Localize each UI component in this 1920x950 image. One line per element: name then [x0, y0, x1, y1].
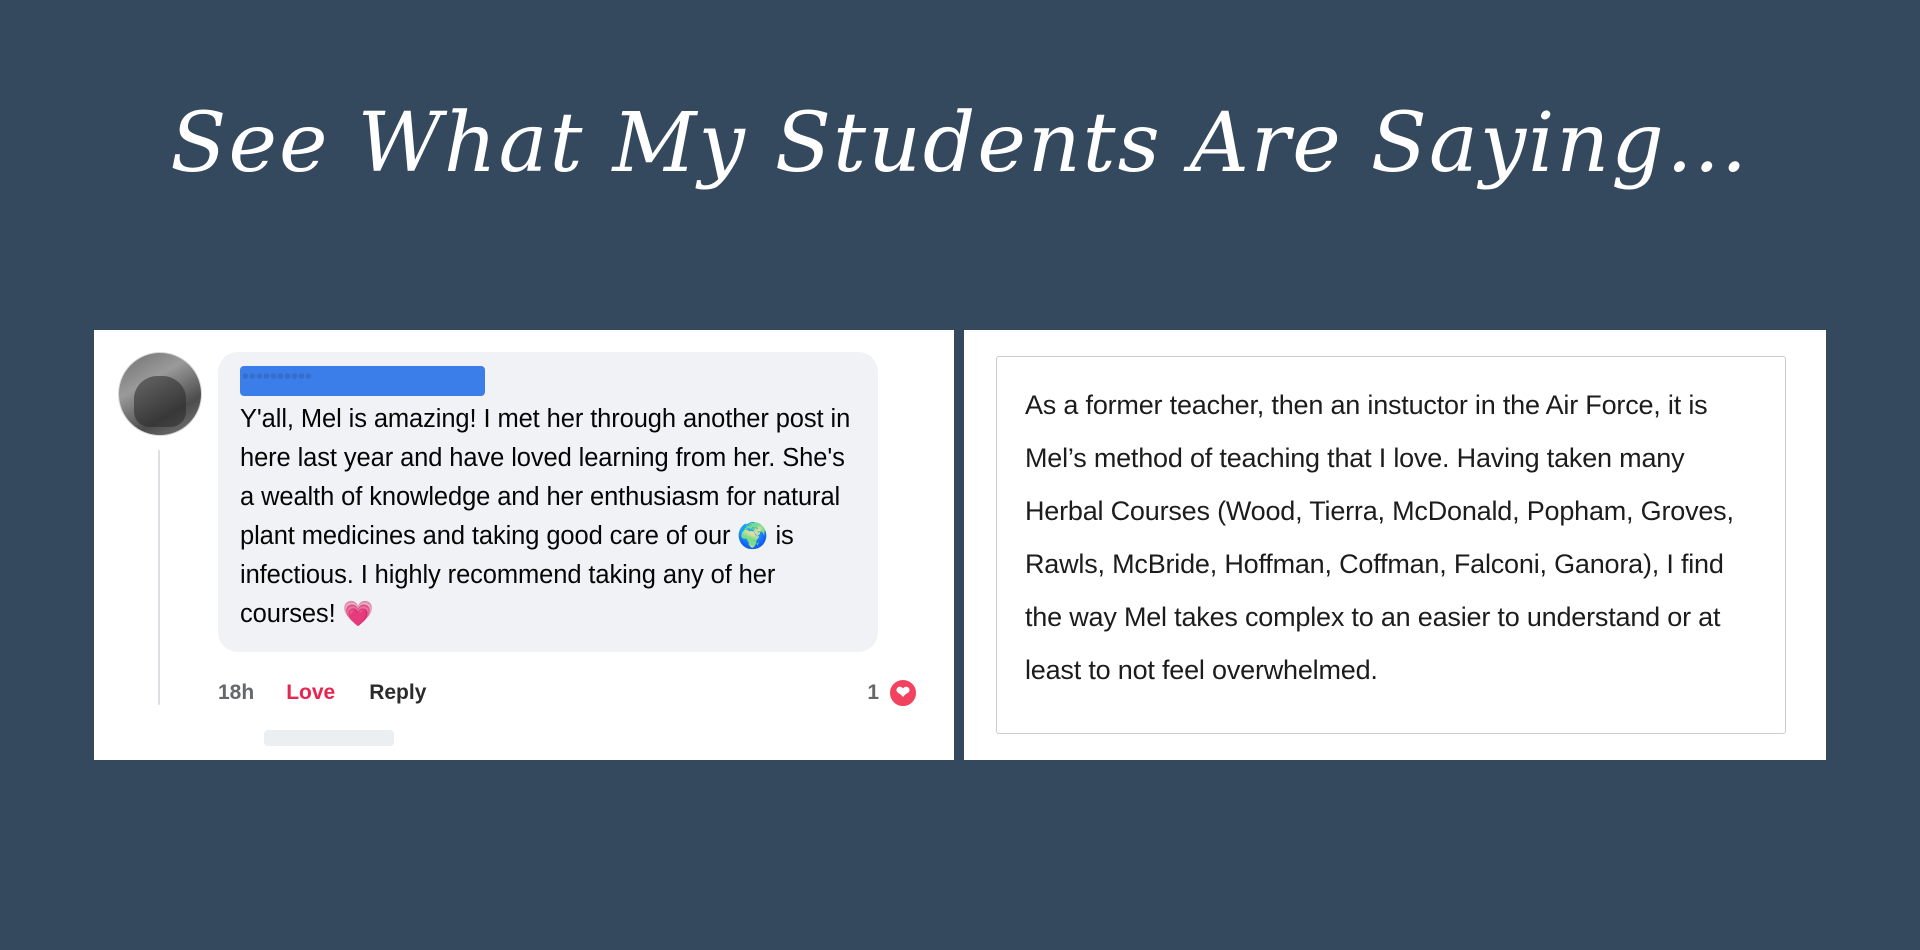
reaction-summary[interactable]: [867, 678, 918, 708]
testimonial-card-quote: [964, 330, 1826, 760]
testimonials-row: [94, 330, 1826, 760]
author-name-redaction: [240, 366, 485, 396]
comment-actions: [218, 678, 918, 708]
quote-text: As a former teacher, then an instuctor in the Air Force, it is Mel’s method of teaching that I love. Having taken many Herbal Courses (Wood, Tierra, McDonald, Popham, Groves, Rawls, McBride, Hoffman, Coffman, Falconi, Ganora), I find the way Mel takes complex to an easier to understand or at least to not feel overwhelmed.: [1025, 390, 1734, 685]
comment-body-part1: Y'all, Mel is amazing! I met her through another post in here last year and have loved learning from her. She's a wealth of knowledge and her enthusiasm for natural plant medicines and taking good care of our: [240, 405, 851, 550]
comment-body-part2: is infectious. I highly recommend taking any of her courses!: [240, 522, 794, 628]
facebook-comment: [118, 352, 878, 652]
testimonial-card-facebook: [94, 330, 954, 760]
heart-icon: ❤: [888, 678, 918, 708]
reaction-count: 1: [867, 681, 879, 704]
comment-timestamp: 18h: [218, 681, 255, 704]
avatar: [118, 352, 202, 436]
reply-button[interactable]: Reply: [369, 681, 427, 704]
earth-globe-icon: 🌍: [737, 522, 769, 550]
comment-body: [240, 400, 856, 634]
author-name-label: ••••••••••: [242, 366, 313, 388]
love-button[interactable]: Love: [286, 681, 336, 704]
comment-bubble: [218, 352, 878, 652]
thread-reply-stub: [264, 730, 394, 746]
sparkling-heart-icon: 💗: [342, 600, 374, 628]
page-title: See What My Students Are Saying…: [170, 96, 1750, 191]
quote-box: [996, 356, 1786, 734]
